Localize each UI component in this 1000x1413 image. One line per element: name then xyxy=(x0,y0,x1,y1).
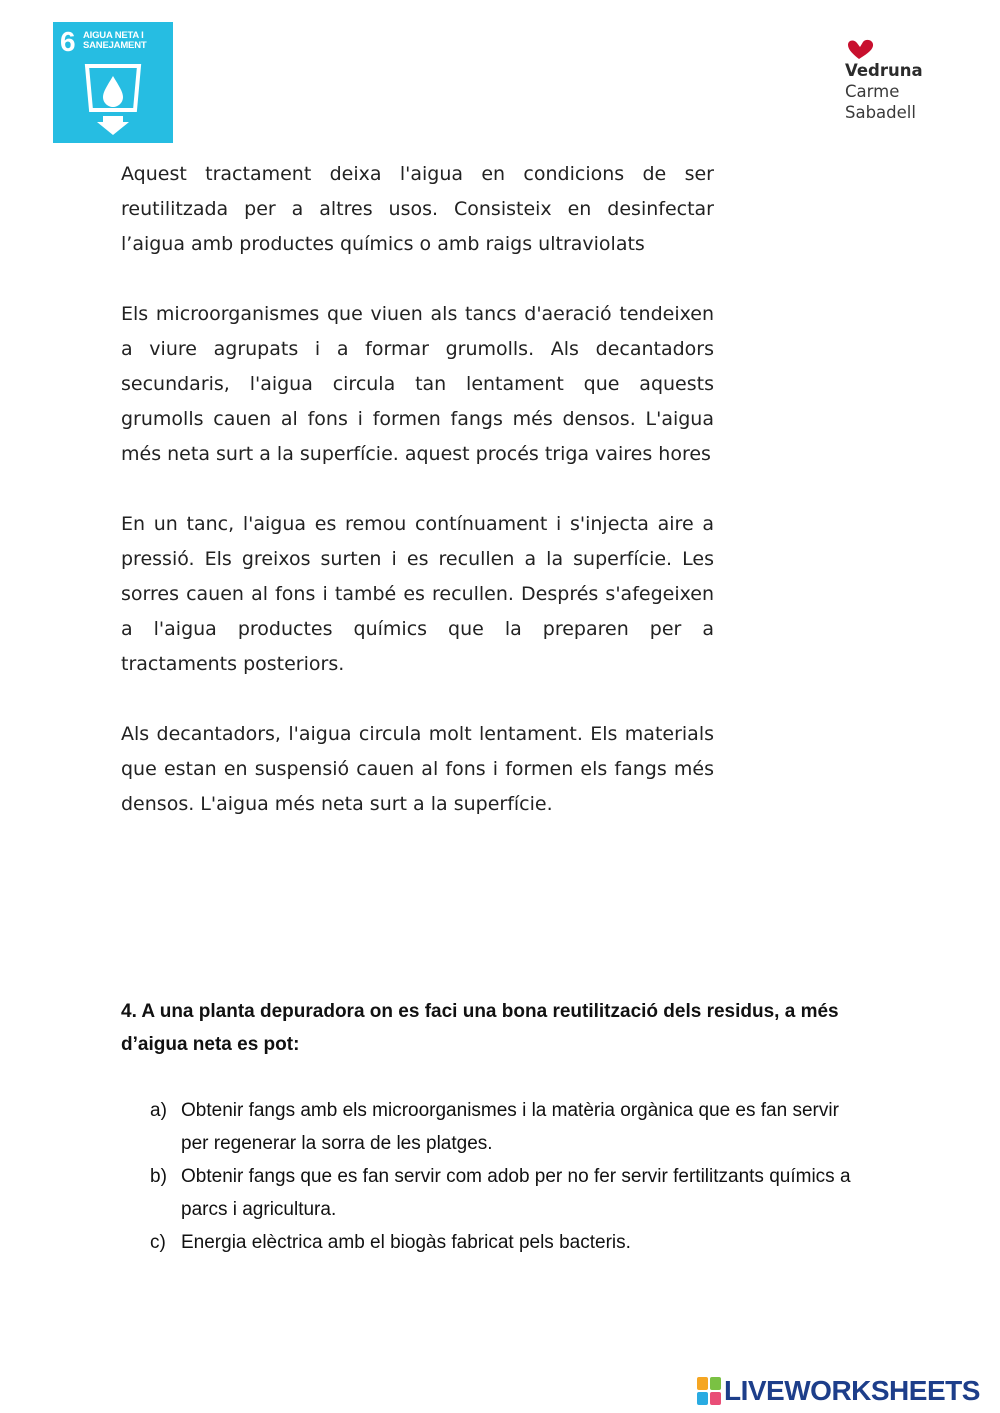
paragraph-decantadors: Als decantadors, l'aigua circula molt lentament. Els materials que estan en suspensió cauen al fons i formen els fangs més densos. L'aigua més neta surt a la superfície. xyxy=(121,723,714,815)
water-glass-icon xyxy=(83,64,143,136)
sdg-title: AIGUA NETA I SANEJAMENT xyxy=(83,30,147,51)
school-name-line-1: Vedruna xyxy=(845,61,923,80)
option-letter: b) xyxy=(150,1166,167,1187)
text-content xyxy=(121,157,714,857)
option-text: Energia elèctrica amb el biogàs fabricat pels bacteris. xyxy=(181,1232,631,1253)
liveworksheets-wordmark: LIVEWORKSHEETS xyxy=(724,1375,980,1406)
option-letter: a) xyxy=(150,1100,167,1121)
sdg-6-badge xyxy=(53,22,173,143)
sdg-number: 6 xyxy=(60,26,76,57)
heart-icon xyxy=(845,38,875,60)
liveworksheets-logo-icon xyxy=(697,1377,721,1405)
option-text: Obtenir fangs que es fan servir com adob per no fer servir fertilitzants químics a parcs i agricultura. xyxy=(181,1166,851,1220)
option-letter: c) xyxy=(150,1232,166,1253)
answer-option-c[interactable] xyxy=(150,1226,870,1259)
school-name-line-2: Carme xyxy=(845,82,900,101)
question-4: 4. A una planta depuradora on es faci una bona reutilització dels residus, a més d’aigua neta es pot: xyxy=(121,1001,839,1055)
paragraph-desinfeccio: Aquest tractament deixa l'aigua en condicions de ser reutilitzada per a altres usos. Consisteix en desinfectar l’aigua amb productes químics o amb raigs ultraviolats xyxy=(121,163,714,255)
answer-options xyxy=(150,1094,870,1259)
paragraph-decantadors-secundaris: Els microorganismes que viuen als tancs d'aeració tendeixen a viure agrupats i a formar grumolls. Als decantadors secundaris, l'aigua circula tan lentament que aquests grumolls cauen al fons i formen fangs més densos. L'aigua més neta surt a la superfície. aquest procés triga vaires hores xyxy=(121,303,714,465)
school-logo xyxy=(845,38,955,123)
option-text: Obtenir fangs amb els microorganismes i la matèria orgànica que es fan servir per regenerar la sorra de les platges. xyxy=(181,1100,839,1154)
answer-option-a[interactable] xyxy=(150,1094,870,1160)
answer-option-b[interactable] xyxy=(150,1160,870,1226)
school-name-line-3: Sabadell xyxy=(845,103,916,122)
paragraph-tanc-aeracio: En un tanc, l'aigua es remou contínuament i s'injecta aire a pressió. Els greixos surten i es recullen a la superfície. Les sorres cauen al fons i també es recullen. Després s'afegeixen a l'aigua productes químics que la preparen per a tractaments posteriors. xyxy=(121,513,714,675)
liveworksheets-brand[interactable] xyxy=(697,1375,980,1407)
